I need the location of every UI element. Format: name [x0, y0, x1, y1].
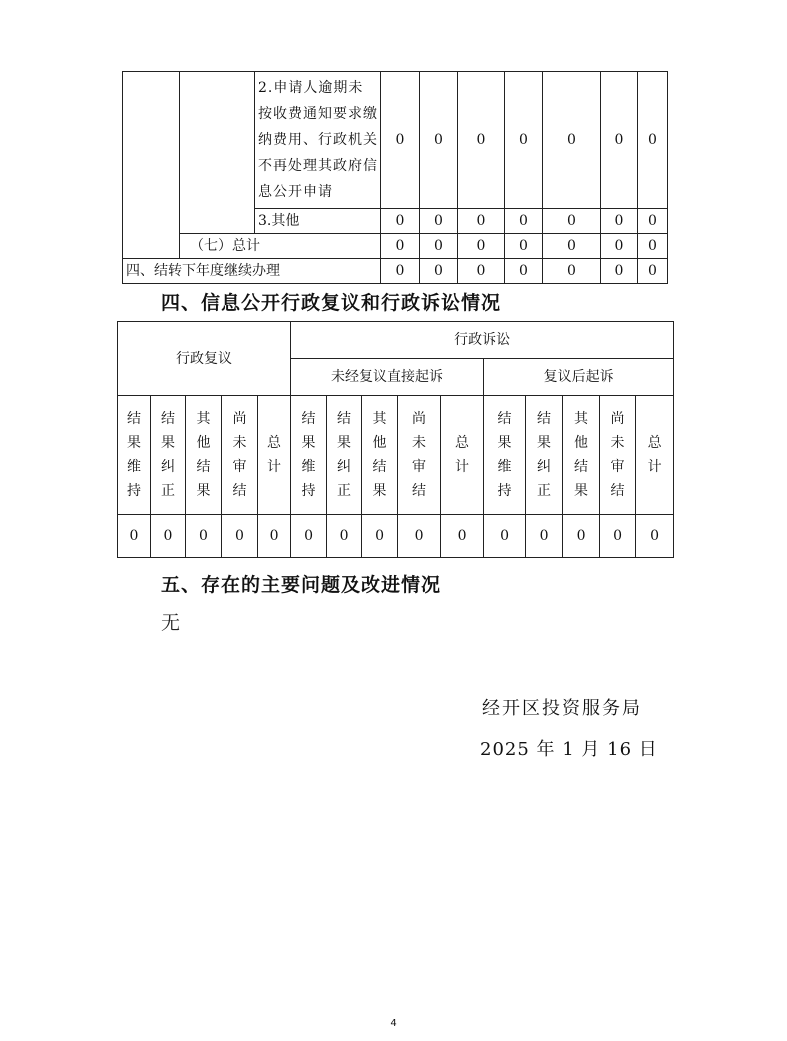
subheader-label: 总 计 — [267, 435, 282, 475]
value-cell: 0 — [601, 209, 638, 234]
blank-cell — [123, 72, 180, 259]
value-cell: 0 — [118, 515, 151, 558]
value-cell: 0 — [526, 515, 563, 558]
value-cell: 0 — [638, 234, 668, 259]
subheader-label: 其 他 结 果 — [196, 411, 211, 499]
subheader-cell — [441, 396, 484, 515]
value-cell: 0 — [258, 515, 291, 558]
value-cell: 0 — [638, 209, 668, 234]
page-number: 4 — [390, 1018, 397, 1029]
row-label-carry-over: 四、结转下年度继续办理 — [123, 259, 381, 284]
table-row — [118, 396, 674, 515]
value-cell: 0 — [505, 209, 543, 234]
value-cell: 0 — [563, 515, 600, 558]
value-cell: 0 — [420, 234, 458, 259]
value-cell: 0 — [327, 515, 362, 558]
subheader-cell — [600, 396, 636, 515]
header-suit-after-review: 复议后起诉 — [484, 359, 674, 396]
value-cell: 0 — [420, 259, 458, 284]
subheader-label: 结 果 维 持 — [301, 411, 316, 499]
subheader-label: 结 果 纠 正 — [537, 411, 552, 499]
subheader-label: 结 果 维 持 — [127, 411, 141, 499]
value-cell: 0 — [420, 72, 458, 209]
subheader-label: 尚 未 审 结 — [232, 411, 247, 499]
value-cell: 0 — [458, 72, 505, 209]
table-row — [123, 72, 668, 209]
header-direct-suit: 未经复议直接起诉 — [291, 359, 484, 396]
value-cell: 0 — [543, 234, 601, 259]
subheader-label: 结 果 维 持 — [497, 411, 512, 499]
subheader-cell — [258, 396, 291, 515]
blank-cell — [180, 72, 255, 234]
value-cell: 0 — [381, 234, 420, 259]
subheader-label: 尚 未 审 结 — [412, 411, 427, 499]
value-cell: 0 — [484, 515, 526, 558]
value-cell: 0 — [291, 515, 327, 558]
section-body-problems: 无 — [161, 612, 181, 634]
section-heading-review-litigation: 四、信息公开行政复议和行政诉讼情况 — [161, 292, 502, 314]
header-admin-litigation: 行政诉讼 — [291, 322, 674, 359]
row-label-fee-unpaid: 2.申请人逾期未按收费通知要求缴纳费用、行政机关不再处理其政府信息公开申请 — [255, 72, 381, 209]
subheader-cell — [636, 396, 674, 515]
subheader-cell — [291, 396, 327, 515]
value-cell: 0 — [543, 259, 601, 284]
value-cell: 0 — [543, 72, 601, 209]
subheader-label: 总 计 — [647, 435, 662, 475]
subheader-cell — [222, 396, 258, 515]
value-cell: 0 — [381, 72, 420, 209]
table-row — [118, 515, 674, 558]
value-cell: 0 — [381, 209, 420, 234]
value-cell: 0 — [398, 515, 441, 558]
table-row — [123, 259, 668, 284]
value-cell: 0 — [638, 72, 668, 209]
subheader-cell — [526, 396, 563, 515]
value-cell: 0 — [186, 515, 222, 558]
subheader-label: 尚 未 审 结 — [610, 411, 625, 499]
value-cell: 0 — [381, 259, 420, 284]
value-cell: 0 — [600, 515, 636, 558]
section-heading-problems: 五、存在的主要问题及改进情况 — [161, 574, 442, 596]
value-cell: 0 — [420, 209, 458, 234]
signature-date: 2025 年 1 月 16 日 — [480, 739, 658, 760]
value-cell: 0 — [601, 234, 638, 259]
subheader-label: 其 他 结 果 — [372, 411, 387, 499]
subheader-label: 其 他 结 果 — [574, 411, 589, 499]
table-row — [123, 234, 668, 259]
value-cell: 0 — [151, 515, 186, 558]
subheader-cell — [362, 396, 398, 515]
table-row — [118, 322, 674, 359]
subheader-cell — [398, 396, 441, 515]
value-cell: 0 — [543, 209, 601, 234]
value-cell: 0 — [505, 72, 543, 209]
value-cell: 0 — [458, 234, 505, 259]
row-label-total: （七）总计 — [180, 234, 381, 259]
value-cell: 0 — [362, 515, 398, 558]
value-cell: 0 — [458, 209, 505, 234]
header-admin-review: 行政复议 — [118, 322, 291, 396]
signature-organization: 经开区投资服务局 — [482, 698, 642, 719]
value-cell: 0 — [505, 234, 543, 259]
disclosure-results-table-continued — [122, 71, 668, 284]
value-cell: 0 — [505, 259, 543, 284]
subheader-cell — [484, 396, 526, 515]
subheader-cell — [151, 396, 186, 515]
subheader-cell — [327, 396, 362, 515]
subheader-label: 总 计 — [455, 435, 470, 475]
value-cell: 0 — [458, 259, 505, 284]
subheader-label: 结 果 纠 正 — [161, 411, 175, 499]
value-cell: 0 — [636, 515, 674, 558]
value-cell: 0 — [222, 515, 258, 558]
review-litigation-table — [117, 321, 674, 558]
value-cell: 0 — [601, 259, 638, 284]
value-cell: 0 — [601, 72, 638, 209]
value-cell: 0 — [638, 259, 668, 284]
row-label-other: 3.其他 — [255, 209, 381, 234]
subheader-cell — [563, 396, 600, 515]
subheader-cell — [118, 396, 151, 515]
subheader-cell — [186, 396, 222, 515]
subheader-label: 结 果 纠 正 — [337, 411, 352, 499]
value-cell: 0 — [441, 515, 484, 558]
